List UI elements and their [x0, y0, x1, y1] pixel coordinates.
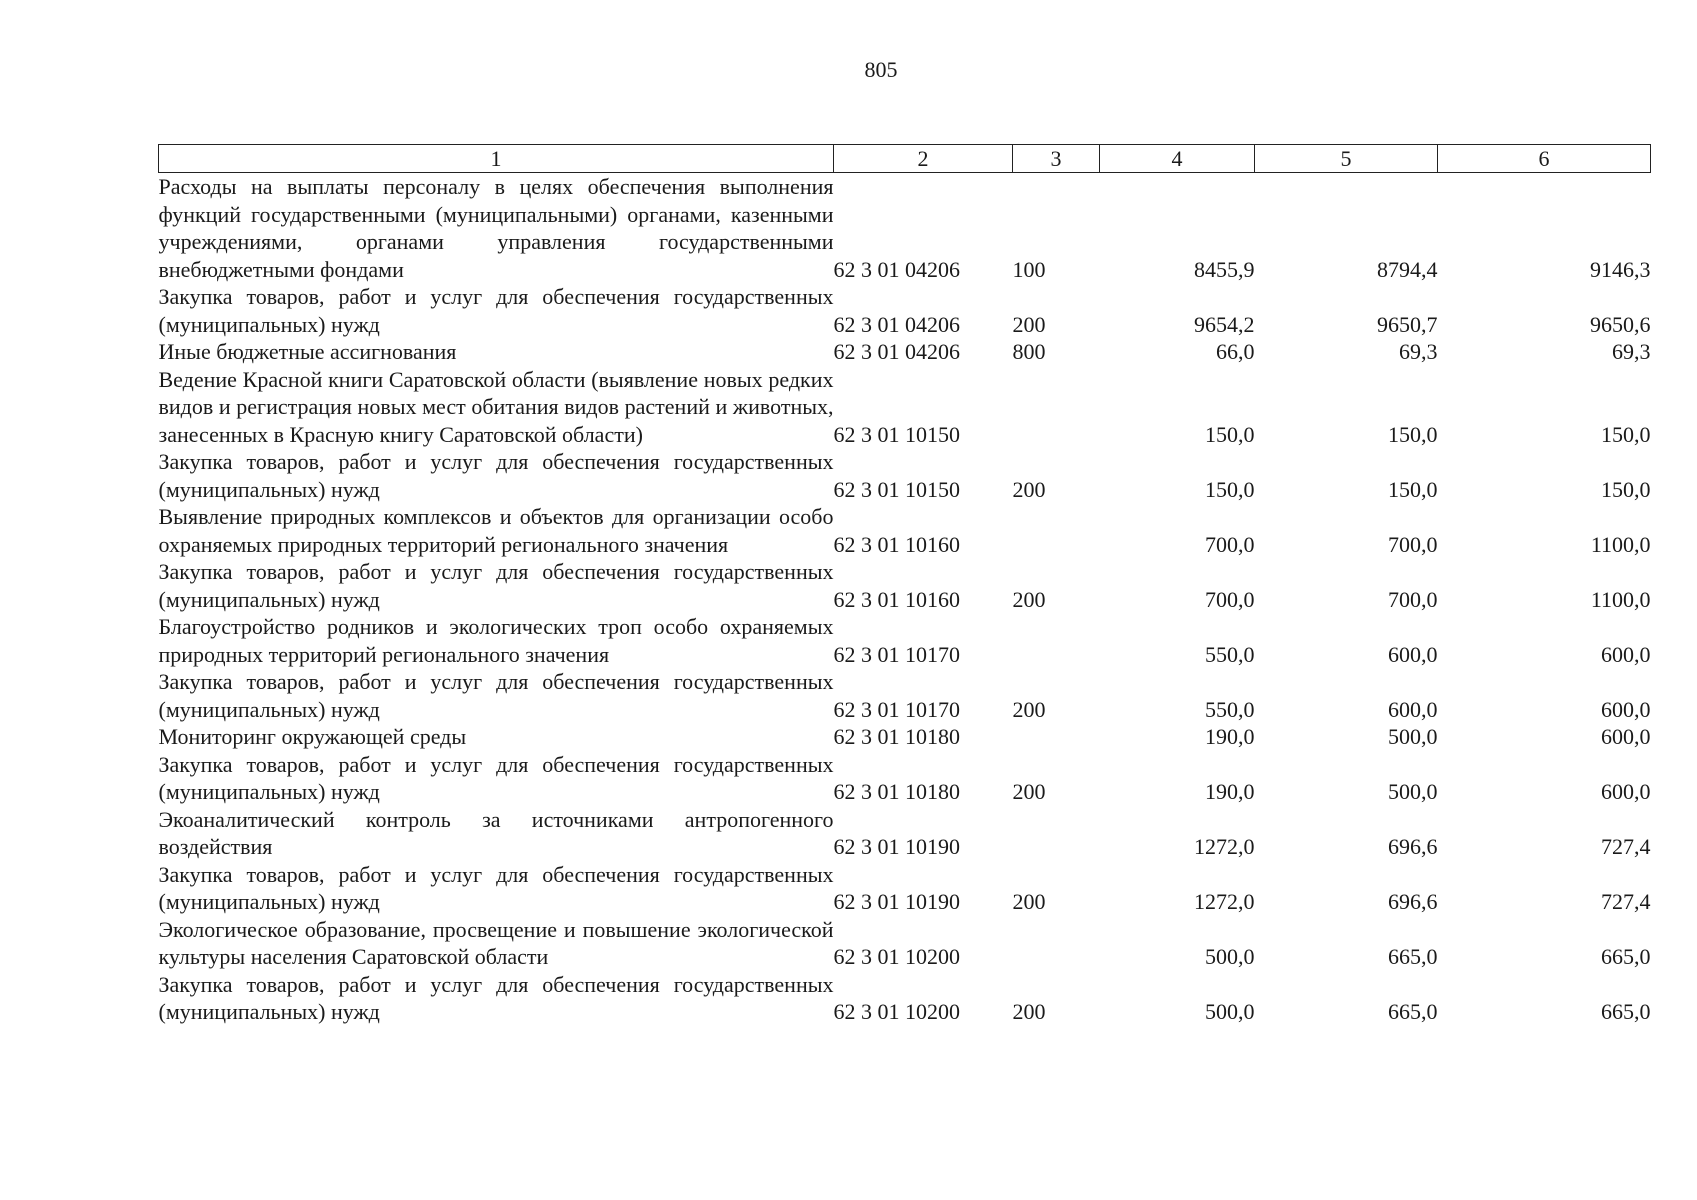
row-code: 62 3 01 10180	[833, 724, 960, 749]
row-value-col4: 700,0	[1205, 586, 1255, 612]
row-value-col5: 696,6	[1388, 834, 1438, 859]
table-row	[159, 751, 1651, 806]
table-row	[159, 806, 1651, 861]
row-value-col6: 727,4	[1601, 834, 1651, 859]
table-row	[159, 283, 1651, 338]
row-value-col6: 600,0	[1601, 641, 1651, 667]
row-expense-type	[1013, 366, 1100, 449]
row-value-col6: 600,0	[1601, 724, 1651, 749]
row-value-col6: 600,0	[1601, 779, 1651, 804]
row-code: 62 3 01 10200	[833, 999, 960, 1024]
row-value-col5: 150,0	[1388, 476, 1438, 502]
table-row	[159, 861, 1651, 916]
row-name: Закупка товаров, работ и услуг для обеспечения государственных (муниципальных) нужд	[158, 559, 834, 612]
row-expense-type	[1013, 503, 1100, 558]
row-expense-type: 200	[1012, 779, 1046, 804]
table-header	[159, 145, 1651, 173]
row-expense-type	[1013, 723, 1100, 751]
row-name: Выявление природных комплексов и объектов для организации особо охраняемых природных территорий регионального значения	[158, 504, 834, 557]
row-value-col5: 500,0	[1388, 724, 1438, 749]
row-code: 62 3 01 10190	[833, 834, 960, 859]
row-value-col4: 150,0	[1205, 421, 1255, 447]
row-name: Закупка товаров, работ и услуг для обеспечения государственных (муниципальных) нужд	[158, 449, 834, 502]
row-value-col5: 500,0	[1388, 779, 1438, 804]
row-value-col6: 665,0	[1601, 999, 1651, 1024]
table-row	[159, 916, 1651, 971]
row-expense-type	[1013, 916, 1100, 971]
row-name: Закупка товаров, работ и услуг для обеспечения государственных (муниципальных) нужд	[158, 669, 834, 722]
header-row	[159, 145, 1651, 173]
row-code: 62 3 01 10200	[833, 944, 960, 969]
row-name: Иные бюджетные ассигнования	[158, 339, 457, 364]
row-value-col4: 500,0	[1205, 999, 1255, 1024]
row-code: 62 3 01 04206	[833, 311, 960, 337]
row-value-col6: 9146,3	[1590, 256, 1651, 282]
row-code: 62 3 01 10150	[833, 421, 960, 447]
row-value-col5: 69,3	[1399, 339, 1438, 364]
row-value-col5: 700,0	[1388, 531, 1438, 557]
row-value-col5: 150,0	[1388, 421, 1438, 447]
row-value-col5: 600,0	[1388, 641, 1438, 667]
row-name: Закупка товаров, работ и услуг для обеспечения государственных (муниципальных) нужд	[158, 971, 834, 1024]
row-value-col4: 1272,0	[1194, 834, 1255, 859]
table-row	[159, 338, 1651, 366]
row-expense-type: 200	[1012, 476, 1046, 502]
row-value-col5: 8794,4	[1377, 256, 1438, 282]
row-code: 62 3 01 10170	[833, 696, 960, 722]
row-code: 62 3 01 04206	[833, 339, 960, 364]
table-row	[159, 971, 1651, 1026]
row-name: Закупка товаров, работ и услуг для обеспечения государственных (муниципальных) нужд	[158, 284, 834, 337]
row-value-col4: 190,0	[1205, 779, 1255, 804]
row-value-col4: 150,0	[1205, 476, 1255, 502]
row-value-col4: 190,0	[1205, 724, 1255, 749]
row-name: Мониторинг окружающей среды	[158, 724, 467, 749]
row-value-col6: 1100,0	[1590, 531, 1651, 557]
row-code: 62 3 01 10150	[833, 476, 960, 502]
row-value-col5: 665,0	[1388, 944, 1438, 969]
row-value-col6: 9650,6	[1590, 311, 1651, 337]
page-number: 805	[864, 57, 898, 82]
row-expense-type: 100	[1012, 256, 1046, 282]
row-name: Расходы на выплаты персоналу в целях обеспечения выполнения функций государственными (муниципальными) органами, казенными учреждениями, органами управления государственными внебюджетными фондами	[158, 174, 834, 282]
row-expense-type	[1013, 613, 1100, 668]
row-value-col4: 500,0	[1205, 944, 1255, 969]
row-name: Экологическое образование, просвещение и повышение экологической культуры населения Саратовской области	[158, 916, 834, 969]
row-value-col4: 550,0	[1205, 641, 1255, 667]
table-row	[159, 448, 1651, 503]
row-name: Закупка товаров, работ и услуг для обеспечения государственных (муниципальных) нужд	[158, 861, 834, 914]
row-expense-type: 200	[1012, 889, 1046, 914]
row-code: 62 3 01 10160	[833, 586, 960, 612]
header-col-2: 2	[834, 145, 1013, 173]
row-name: Закупка товаров, работ и услуг для обеспечения государственных (муниципальных) нужд	[158, 751, 834, 804]
table-body	[159, 173, 1651, 1026]
row-value-col4: 66,0	[1216, 339, 1255, 364]
row-value-col6: 600,0	[1601, 696, 1651, 722]
table-row	[159, 613, 1651, 668]
row-value-col6: 1100,0	[1590, 586, 1651, 612]
table-row	[159, 503, 1651, 558]
row-value-col4: 8455,9	[1194, 256, 1255, 282]
row-expense-type: 800	[1012, 339, 1046, 364]
table-row	[159, 723, 1651, 751]
row-expense-type: 200	[1012, 311, 1046, 337]
table-row	[159, 558, 1651, 613]
row-code: 62 3 01 10190	[833, 889, 960, 914]
budget-table	[158, 144, 1651, 1026]
table-row	[159, 366, 1651, 449]
row-value-col6: 69,3	[1612, 339, 1651, 364]
row-name: Благоустройство родников и экологических троп особо охраняемых природных территорий регионального значения	[158, 614, 834, 667]
row-expense-type	[1013, 806, 1100, 861]
row-value-col4: 700,0	[1205, 531, 1255, 557]
row-name: Ведение Красной книги Саратовской области (выявление новых редких видов и регистрация новых мест обитания видов растений и животных, занесенных в Красную книгу Саратовской области)	[158, 366, 834, 447]
row-value-col4: 550,0	[1205, 696, 1255, 722]
row-value-col4: 1272,0	[1194, 889, 1255, 914]
header-col-5: 5	[1255, 145, 1438, 173]
row-code: 62 3 01 10170	[833, 641, 960, 667]
row-value-col5: 600,0	[1388, 696, 1438, 722]
row-value-col6: 727,4	[1601, 889, 1651, 914]
row-code: 62 3 01 04206	[833, 256, 960, 282]
row-value-col5: 696,6	[1388, 889, 1438, 914]
row-expense-type: 200	[1012, 696, 1046, 722]
row-value-col4: 9654,2	[1194, 311, 1255, 337]
header-col-1: 1	[159, 145, 834, 173]
row-value-col5: 9650,7	[1377, 311, 1438, 337]
row-value-col5: 665,0	[1388, 999, 1438, 1024]
header-col-4: 4	[1100, 145, 1255, 173]
row-code: 62 3 01 10160	[833, 531, 960, 557]
row-value-col5: 700,0	[1388, 586, 1438, 612]
row-name: Экоаналитический контроль за источниками антропогенного воздействия	[158, 806, 834, 859]
row-value-col6: 150,0	[1601, 421, 1651, 447]
row-value-col6: 665,0	[1601, 944, 1651, 969]
header-col-3: 3	[1013, 145, 1100, 173]
row-expense-type: 200	[1012, 999, 1046, 1024]
row-expense-type: 200	[1012, 586, 1046, 612]
row-code: 62 3 01 10180	[833, 779, 960, 804]
row-value-col6: 150,0	[1601, 476, 1651, 502]
header-col-6: 6	[1438, 145, 1651, 173]
table-row	[159, 668, 1651, 723]
table-row	[159, 173, 1651, 284]
